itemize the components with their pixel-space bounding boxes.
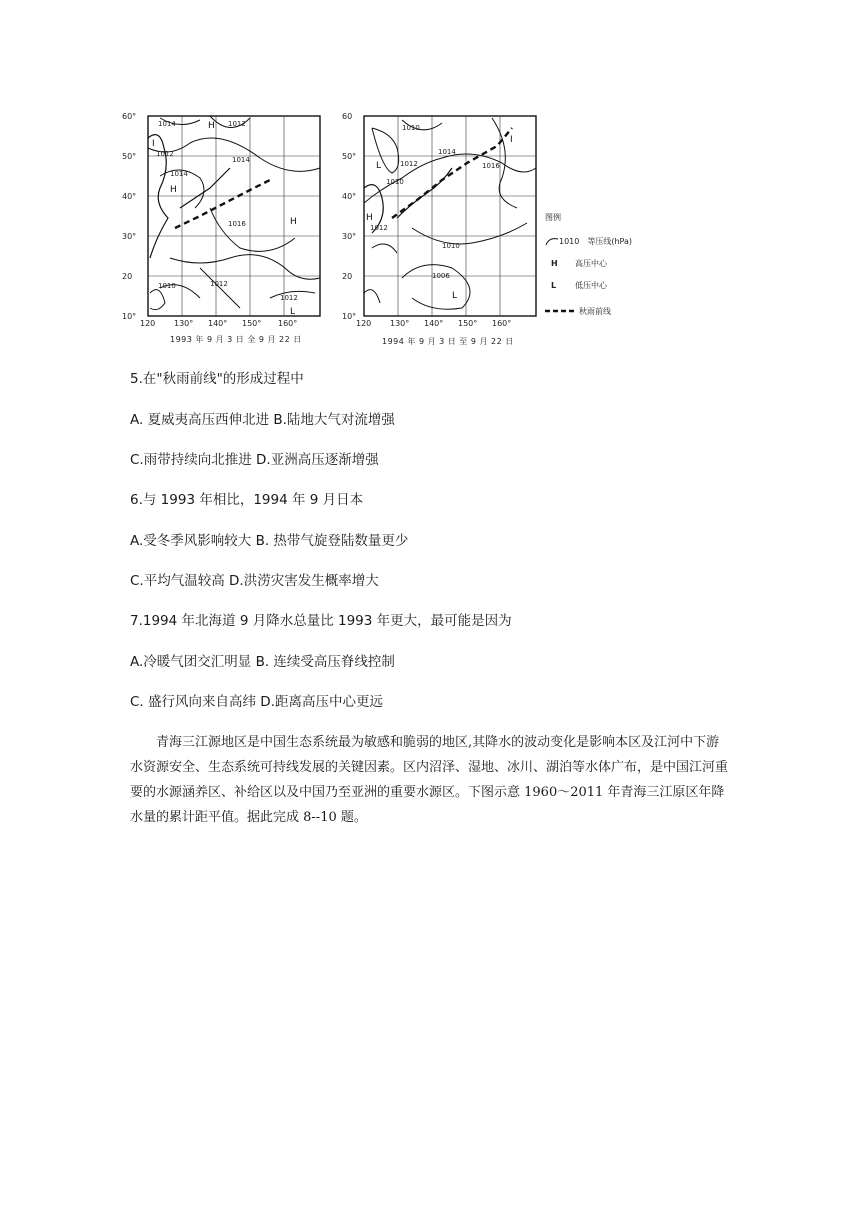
svg-text:1012: 1012 [280, 294, 298, 302]
legend-low-symbol: L [551, 280, 557, 290]
map-1994-lon-labels [356, 319, 511, 328]
map-1993-lat-labels [122, 112, 136, 321]
svg-text:1016: 1016 [482, 162, 500, 170]
svg-text:H: H [290, 217, 297, 227]
svg-text:L: L [290, 307, 296, 317]
svg-text:120: 120 [140, 319, 156, 328]
svg-text:60°: 60° [122, 112, 137, 121]
front-dashed-line-icon [545, 308, 575, 314]
svg-text:1014: 1014 [170, 170, 188, 178]
svg-text:I: I [510, 135, 513, 145]
map-1994-isobar-labels [370, 124, 500, 280]
legend-high-desc: 高压中心 [575, 258, 607, 268]
legend-title: 图例 [545, 212, 561, 222]
svg-text:160°: 160° [492, 319, 512, 328]
legend-front-desc: 秋雨前线 [579, 306, 611, 316]
svg-text:140°: 140° [208, 319, 228, 328]
svg-text:60: 60 [342, 112, 353, 121]
svg-text:1010: 1010 [386, 178, 404, 186]
map-1993-lon-labels [140, 319, 297, 328]
svg-text:H: H [208, 121, 215, 131]
question-5-options-ab: A. 夏威夷高压西伸北进 B.陆地大气对流增强 [130, 412, 395, 428]
svg-text:1014: 1014 [438, 148, 456, 156]
svg-text:1012: 1012 [210, 280, 228, 288]
svg-text:150°: 150° [458, 319, 478, 328]
svg-text:1016: 1016 [228, 220, 246, 228]
question-7-options-ab: A.冷暖气团交汇明显 B. 连续受高压脊线控制 [130, 654, 395, 670]
question-6-stem: 6.与 1993 年相比，1994 年 9 月日本 [130, 492, 364, 508]
svg-text:L: L [452, 291, 458, 301]
svg-text:20: 20 [342, 272, 353, 281]
map-1994 [342, 108, 557, 346]
legend-isobar-row [545, 234, 632, 248]
legend-high-symbol: H [551, 258, 558, 268]
svg-text:1010: 1010 [442, 242, 460, 250]
svg-text:H: H [366, 213, 373, 223]
passage-sanjiangyuan: 青海三江源地区是中国生态系统最为敏感和脆弱的地区,其降水的波动变化是影响本区及江河中下游水资源安全、生态系统可持线发展的关键因素。区内沼泽、湿地、冰川、湖泊等水体广布，是中国江河重要的水源涵养区、补给区以及中国乃至亚洲的重要水源区。下图示意 1960～2011 年青海三江原区年降水量的累计距平值。据此完成 8--10 题。 [130, 735, 729, 825]
svg-text:130°: 130° [174, 319, 194, 328]
isobar-line-icon [545, 236, 559, 246]
map-1993-svg [120, 108, 330, 328]
svg-text:1012: 1012 [370, 224, 388, 232]
legend-low-row [545, 278, 607, 292]
svg-text:120: 120 [356, 319, 372, 328]
map-1994-lat-labels [342, 112, 356, 321]
svg-text:1010: 1010 [402, 124, 420, 132]
question-5-options-cd: C.雨带持续向北推进 D.亚洲高压逐渐增强 [130, 452, 379, 468]
legend-front-row [545, 304, 611, 318]
question-6-options-cd: C.平均气温较高 D.洪涝灾害发生概率增大 [130, 573, 379, 589]
svg-text:10°: 10° [342, 312, 357, 321]
svg-text:1012: 1012 [156, 150, 174, 158]
svg-text:40°: 40° [122, 192, 137, 201]
legend-isobar-desc: 等压线(hPa) [587, 236, 633, 246]
svg-text:30°: 30° [122, 232, 137, 241]
svg-text:160°: 160° [278, 319, 298, 328]
svg-text:H: H [170, 185, 177, 195]
legend-low-desc: 低压中心 [575, 280, 607, 290]
map-1993 [120, 108, 330, 344]
svg-text:40°: 40° [342, 192, 357, 201]
map-1994-caption: 1994 年 9 月 3 日 至 9 月 22 日 [382, 337, 514, 346]
svg-text:1014: 1014 [158, 120, 176, 128]
svg-text:150°: 150° [242, 319, 262, 328]
legend-high-row [545, 256, 607, 270]
question-7-stem: 7.1994 年北海道 9 月降水总量比 1993 年更大，最可能是因为 [130, 613, 512, 629]
weather-maps-figure [120, 108, 560, 358]
svg-text:30°: 30° [342, 232, 357, 241]
map-1993-isobar-labels [156, 120, 298, 302]
map-1994-svg [342, 108, 557, 328]
svg-text:1006: 1006 [432, 272, 450, 280]
svg-text:1014: 1014 [232, 156, 250, 164]
map-1993-caption: 1993 年 9 月 3 日 全 9 月 22 日 [170, 335, 302, 344]
svg-text:50°: 50° [122, 152, 137, 161]
question-5-stem: 5.在"秋雨前线"的形成过程中 [130, 371, 304, 387]
svg-text:L: L [376, 161, 382, 171]
svg-text:140°: 140° [424, 319, 444, 328]
legend-isobar-sample: 1010 [559, 236, 580, 246]
svg-text:1012: 1012 [228, 120, 246, 128]
svg-text:I: I [152, 139, 155, 149]
svg-text:130°: 130° [390, 319, 410, 328]
svg-text:20: 20 [122, 272, 133, 281]
question-7-options-cd: C. 盛行风向来自高纬 D.距离高压中心更远 [130, 694, 383, 710]
svg-text:10°: 10° [122, 312, 137, 321]
svg-text:1010: 1010 [158, 282, 176, 290]
question-6-options-ab: A.受冬季风影响较大 B. 热带气旋登陆数量更少 [130, 533, 409, 549]
svg-text:50°: 50° [342, 152, 357, 161]
svg-text:1012: 1012 [400, 160, 418, 168]
